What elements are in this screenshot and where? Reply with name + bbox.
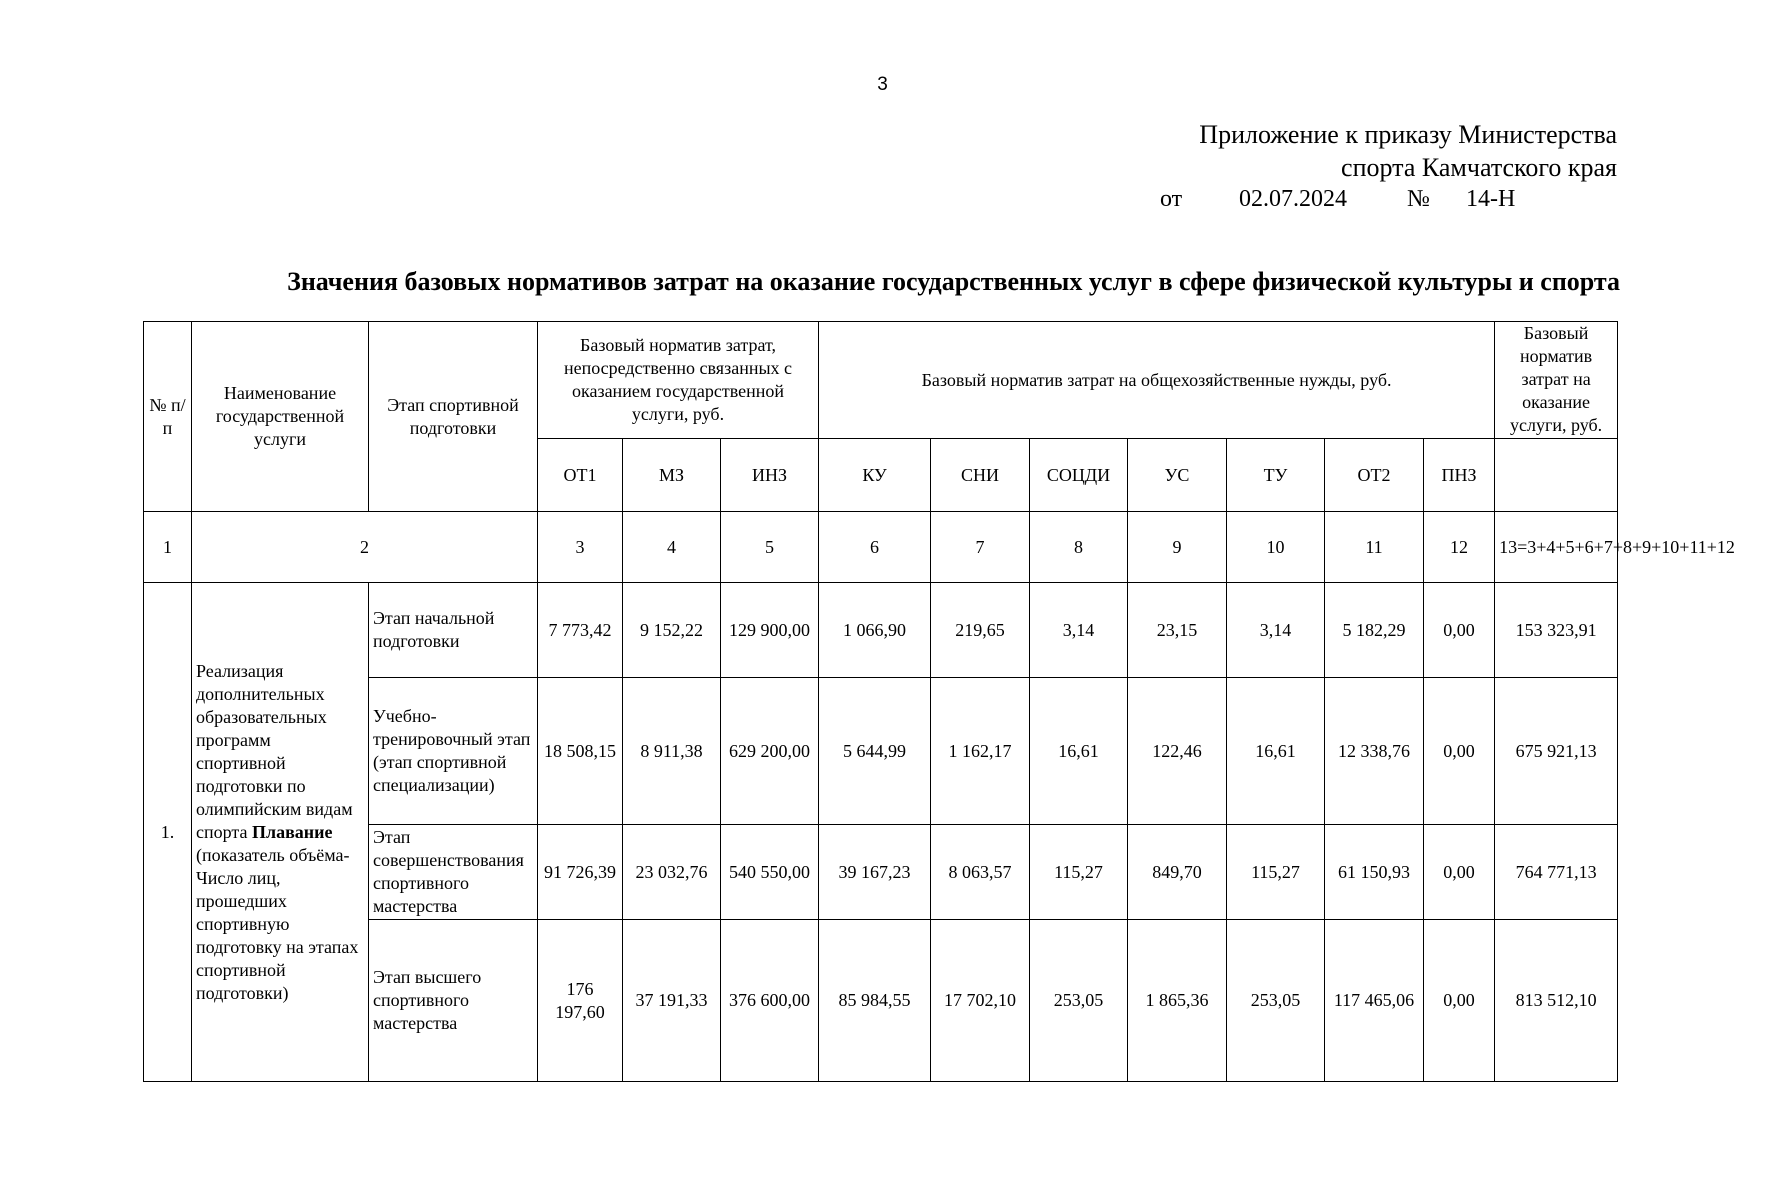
- value-cell: 629 200,00: [721, 678, 819, 825]
- value-cell: 16,61: [1227, 678, 1325, 825]
- value-cell: 122,46: [1128, 678, 1227, 825]
- value-cell: 18 508,15: [538, 678, 623, 825]
- value-cell: 37 191,33: [623, 920, 721, 1082]
- header-general-costs: Базовый норматив затрат на общехозяйственные нужды, руб.: [819, 322, 1495, 439]
- stage-cell: Учебно-тренировочный этап (этап спортивной специализации): [369, 678, 538, 825]
- subheader-cell: ОТ2: [1325, 439, 1424, 512]
- index-cell: 1: [144, 512, 192, 583]
- value-cell: 115,27: [1030, 825, 1128, 920]
- value-cell: 17 702,10: [931, 920, 1030, 1082]
- value-cell: 8 911,38: [623, 678, 721, 825]
- header-total: Базовый норматив затрат на оказание услуги, руб.: [1495, 322, 1618, 439]
- service-name-indicator: (показатель объёма-Число лиц, прошедших спортивную подготовку на этапах спортивной подготовки): [196, 844, 359, 1003]
- index-cell: 11: [1325, 512, 1424, 583]
- value-cell: 5 182,29: [1325, 583, 1424, 678]
- value-cell: 91 726,39: [538, 825, 623, 920]
- stage-cell: Этап совершенствования спортивного мастерства: [369, 825, 538, 920]
- header-row: [144, 322, 1618, 439]
- value-cell: 1 162,17: [931, 678, 1030, 825]
- value-cell: 0,00: [1424, 678, 1495, 825]
- value-cell: 9 152,22: [623, 583, 721, 678]
- index-cell: 12: [1424, 512, 1495, 583]
- index-cell: 5: [721, 512, 819, 583]
- value-cell: 117 465,06: [1325, 920, 1424, 1082]
- page-number: 3: [877, 74, 888, 95]
- value-cell: 253,05: [1030, 920, 1128, 1082]
- header-num: № п/п: [144, 322, 192, 512]
- subheader-cell: СНИ: [931, 439, 1030, 512]
- value-cell: 61 150,93: [1325, 825, 1424, 920]
- value-cell: 39 167,23: [819, 825, 931, 920]
- table-row: [144, 583, 1618, 678]
- subheader-cell: СОЦДИ: [1030, 439, 1128, 512]
- value-cell: 3,14: [1227, 583, 1325, 678]
- value-cell: 3,14: [1030, 583, 1128, 678]
- stage-cell: Этап начальной подготовки: [369, 583, 538, 678]
- index-cell: 10: [1227, 512, 1325, 583]
- header-service: Наименование государственной услуги: [192, 322, 369, 512]
- order-number-sign: №: [1407, 186, 1430, 212]
- value-cell: 129 900,00: [721, 583, 819, 678]
- value-cell: 540 550,00: [721, 825, 819, 920]
- stage-cell: Этап высшего спортивного мастерства: [369, 920, 538, 1082]
- index-formula-cell: 13=3+4+5+6+7+8+9+10+11+12: [1495, 512, 1618, 583]
- total-cell: 813 512,10: [1495, 920, 1618, 1082]
- value-cell: 0,00: [1424, 825, 1495, 920]
- value-cell: 849,70: [1128, 825, 1227, 920]
- value-cell: 7 773,42: [538, 583, 623, 678]
- value-cell: 5 644,99: [819, 678, 931, 825]
- value-cell: 12 338,76: [1325, 678, 1424, 825]
- value-cell: 115,27: [1227, 825, 1325, 920]
- service-name: [192, 583, 369, 1082]
- document-title: Значения базовых нормативов затрат на оказание государственных услуг в сфере физической культуры и спорта: [287, 267, 1620, 296]
- total-cell: 675 921,13: [1495, 678, 1618, 825]
- index-cell: 6: [819, 512, 931, 583]
- value-cell: 16,61: [1030, 678, 1128, 825]
- subheader-cell: МЗ: [623, 439, 721, 512]
- header-direct-costs: Базовый норматив затрат, непосредственно связанных с оказанием государственной услуги, руб.: [538, 322, 819, 439]
- index-cell: 8: [1030, 512, 1128, 583]
- index-cell: 9: [1128, 512, 1227, 583]
- order-from-label: от: [1160, 186, 1183, 212]
- index-cell: 2: [192, 512, 538, 583]
- value-cell: 0,00: [1424, 583, 1495, 678]
- value-cell: 219,65: [931, 583, 1030, 678]
- appendix-line-2: спорта Камчатского края: [1341, 153, 1617, 182]
- row-number: 1.: [144, 583, 192, 1082]
- value-cell: 0,00: [1424, 920, 1495, 1082]
- total-cell: 153 323,91: [1495, 583, 1618, 678]
- subheader-cell: ИНЗ: [721, 439, 819, 512]
- order-number: 14-Н: [1466, 186, 1516, 212]
- appendix-line-1: Приложение к приказу Министерства: [1199, 120, 1617, 149]
- norms-table: [143, 321, 1735, 1082]
- value-cell: 1 865,36: [1128, 920, 1227, 1082]
- value-cell: 1 066,90: [819, 583, 931, 678]
- index-cell: 4: [623, 512, 721, 583]
- order-date: 02.07.2024: [1239, 186, 1347, 212]
- subheader-cell: ТУ: [1227, 439, 1325, 512]
- subheader-empty-cell: [1495, 439, 1618, 512]
- value-cell: 376 600,00: [721, 920, 819, 1082]
- value-cell: 23 032,76: [623, 825, 721, 920]
- subheader-cell: КУ: [819, 439, 931, 512]
- value-cell: 8 063,57: [931, 825, 1030, 920]
- subheader-cell: УС: [1128, 439, 1227, 512]
- index-cell: 7: [931, 512, 1030, 583]
- subheader-cell: ПНЗ: [1424, 439, 1495, 512]
- service-name-text: Реализация дополнительных образовательных программ спортивной подготовки по олимпийским видам спорта: [196, 660, 353, 842]
- header-stage: Этап спортивной подготовки: [369, 322, 538, 512]
- service-name-sport: Плавание: [251, 821, 333, 842]
- index-row: [144, 512, 1618, 583]
- value-cell: 253,05: [1227, 920, 1325, 1082]
- value-cell: 85 984,55: [819, 920, 931, 1082]
- appendix-header: [1199, 118, 1617, 184]
- value-cell: 176 197,60: [538, 920, 623, 1082]
- total-cell: 764 771,13: [1495, 825, 1618, 920]
- subheader-cell: ОТ1: [538, 439, 623, 512]
- index-cell: 3: [538, 512, 623, 583]
- value-cell: 23,15: [1128, 583, 1227, 678]
